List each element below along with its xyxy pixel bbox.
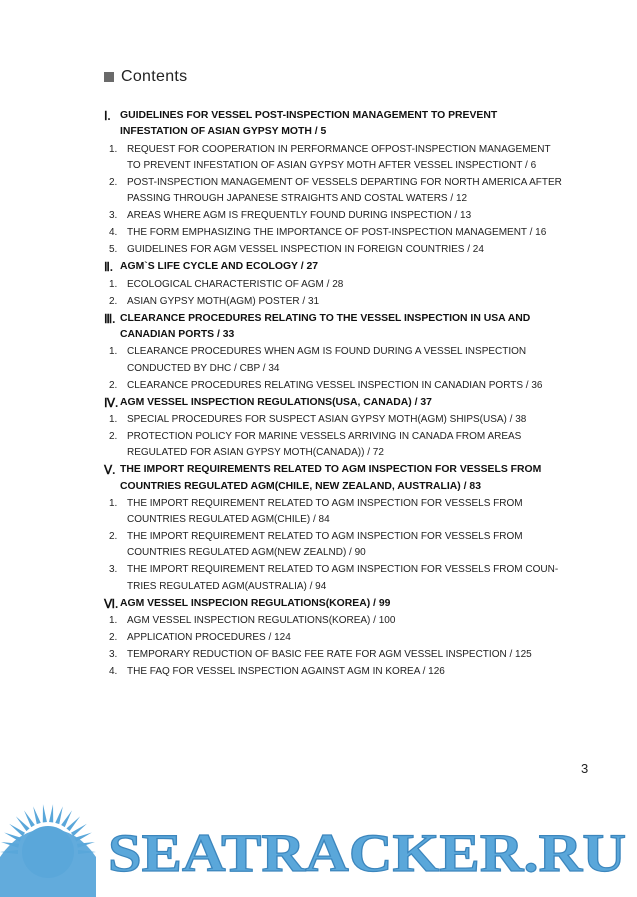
toc-section-title: CLEARANCE PROCEDURES RELATING TO THE VESSEL INSPECTION IN USA AND CANADIAN PORTS / 33 bbox=[120, 312, 531, 341]
toc-section-heading bbox=[104, 395, 566, 411]
toc-item-number: 3. bbox=[109, 564, 118, 576]
toc-item bbox=[104, 344, 566, 376]
toc-item-number: 1. bbox=[109, 615, 118, 627]
toc-item-text: THE FAQ FOR VESSEL INSPECTION AGAINST AGM IN KOREA / 126 bbox=[127, 666, 445, 678]
toc-item-text: REQUEST FOR COOPERATION IN PERFORMANCE OFPOST-INSPECTION MANAGEMENT TO PREVENT INFESTATION OF ASIAN GYPSY MOTH AFTER VESSEL INSPECTIONT / 6 bbox=[127, 143, 551, 172]
toc-section bbox=[104, 259, 566, 310]
toc-section-number: Ⅳ. bbox=[104, 395, 119, 410]
toc-item-number: 1. bbox=[109, 143, 118, 155]
toc-item-text: CLEARANCE PROCEDURES RELATING VESSEL INSPECTION IN CANADIAN PORTS / 36 bbox=[127, 379, 543, 391]
toc-item-number: 2. bbox=[109, 431, 118, 443]
toc-item-text: APPLICATION PROCEDURES / 124 bbox=[127, 632, 291, 644]
toc-item-number: 3. bbox=[109, 210, 118, 222]
toc-item-text: TEMPORARY REDUCTION OF BASIC FEE RATE FOR AGM VESSEL INSPECTION / 125 bbox=[127, 649, 532, 661]
sun-ray bbox=[49, 804, 53, 822]
toc-item-text: ASIAN GYPSY MOTH(AGM) POSTER / 31 bbox=[127, 295, 320, 307]
toc-item-list bbox=[104, 496, 566, 595]
table-of-contents bbox=[104, 108, 566, 681]
toc-item bbox=[104, 208, 566, 224]
toc-item-text: POST-INSPECTION MANAGEMENT OF VESSELS DEPARTING FOR NORTH AMERICA AFTER PASSING THROUGH JAPANESE STRAIGHTS AND COSTAL WATERS / 12 bbox=[127, 177, 562, 205]
toc-item-number: 2. bbox=[109, 295, 118, 307]
toc-item-text: PROTECTION POLICY FOR MARINE VESSELS ARRIVING IN CANADA FROM AREAS REGULATED FOR ASIAN GYPSY MOTH(CANADA)) / 72 bbox=[127, 431, 522, 459]
square-bullet-icon bbox=[104, 72, 114, 82]
toc-item bbox=[104, 647, 566, 663]
toc-section bbox=[104, 108, 566, 258]
toc-item-text: THE FORM EMPHASIZING THE IMPORTANCE OF POST-INSPECTION MANAGEMENT / 16 bbox=[127, 227, 547, 239]
toc-item bbox=[104, 242, 566, 258]
toc-item-number: 1. bbox=[109, 346, 118, 358]
sun-ray bbox=[33, 806, 41, 824]
toc-section-heading bbox=[104, 259, 566, 275]
toc-item bbox=[104, 378, 566, 394]
seatracker-watermark bbox=[0, 800, 637, 897]
toc-section-number: Ⅲ. bbox=[104, 311, 116, 326]
contents-header bbox=[104, 68, 187, 86]
toc-item bbox=[104, 496, 566, 528]
toc-section-heading bbox=[104, 462, 566, 495]
sun-ray bbox=[61, 810, 72, 827]
toc-item bbox=[104, 175, 566, 207]
page-title: Contents bbox=[121, 68, 188, 85]
toc-item-number: 1. bbox=[109, 498, 118, 510]
toc-item bbox=[104, 429, 566, 461]
toc-item-number: 2. bbox=[109, 177, 118, 189]
toc-section bbox=[104, 311, 566, 394]
toc-section-title: GUIDELINES FOR VESSEL POST-INSPECTION MANAGEMENT TO PREVENT INFESTATION OF ASIAN GYPSY MOTH / 5 bbox=[120, 110, 498, 138]
toc-section-title: AGM VESSEL INSPECTION REGULATIONS(USA, CANADA) / 37 bbox=[120, 396, 432, 408]
toc-item bbox=[104, 412, 566, 428]
toc-item-number: 1. bbox=[109, 278, 118, 290]
toc-section-heading bbox=[104, 311, 566, 344]
toc-item bbox=[104, 562, 566, 594]
toc-item-number: 1. bbox=[109, 414, 118, 426]
toc-item-list bbox=[104, 277, 566, 310]
toc-section bbox=[104, 395, 566, 462]
toc-item-list bbox=[104, 412, 566, 461]
toc-section-heading bbox=[104, 108, 566, 141]
toc-item bbox=[104, 664, 566, 680]
toc-item-number: 2. bbox=[109, 531, 118, 543]
toc-section-number: Ⅵ. bbox=[104, 596, 119, 611]
toc-item-text: AGM VESSEL INSPECTION REGULATIONS(KOREA) / 100 bbox=[127, 615, 396, 627]
toc-item bbox=[104, 630, 566, 646]
toc-item-number: 2. bbox=[109, 632, 118, 644]
toc-section-title: AGM VESSEL INSPECION REGULATIONS(KOREA) / 99 bbox=[120, 597, 391, 609]
sun-ray bbox=[43, 804, 47, 822]
toc-item-text: THE IMPORT REQUIREMENT RELATED TO AGM INSPECTION FOR VESSELS FROM COUNTRIES REGULATED AGM(NEW ZEALND) / 90 bbox=[127, 531, 523, 559]
toc-section-title: AGM`S LIFE CYCLE AND ECOLOGY / 27 bbox=[120, 261, 319, 273]
toc-item-list bbox=[104, 142, 566, 259]
toc-item-text: ECOLOGICAL CHARACTERISTIC OF AGM / 28 bbox=[127, 278, 344, 290]
toc-section bbox=[104, 462, 566, 595]
watermark-text: SEATRACKER.RU bbox=[108, 823, 626, 883]
toc-item-number: 2. bbox=[109, 379, 118, 391]
sun-ray bbox=[55, 806, 63, 824]
toc-item-list bbox=[104, 613, 566, 680]
toc-item bbox=[104, 294, 566, 310]
toc-item-number: 5. bbox=[109, 244, 118, 256]
sun-logo-icon bbox=[0, 804, 96, 897]
toc-section bbox=[104, 596, 566, 681]
toc-item-text: SPECIAL PROCEDURES FOR SUSPECT ASIAN GYPSY MOTH(AGM) SHIPS(USA) / 38 bbox=[127, 414, 527, 426]
toc-section-heading bbox=[104, 596, 566, 612]
toc-item bbox=[104, 225, 566, 241]
toc-item-text: THE IMPORT REQUIREMENT RELATED TO AGM INSPECTION FOR VESSELS FROM COUNTRIES REGULATED AGM(CHILE) / 84 bbox=[127, 498, 523, 526]
toc-section-title: THE IMPORT REQUIREMENTS RELATED TO AGM INSPECTION FOR VESSELS FROM COUNTRIES REGULATED AGM(CHILE, NEW ZEALAND, AUSTRALIA) / 83 bbox=[120, 464, 542, 492]
toc-item-text: THE IMPORT REQUIREMENT RELATED TO AGM INSPECTION FOR VESSELS FROM COUN-TRIES REGULATED AGM(AUSTRALIA) / 94 bbox=[127, 564, 559, 592]
toc-section-number: Ⅰ. bbox=[104, 109, 111, 123]
toc-item-text: GUIDELINES FOR AGM VESSEL INSPECTION IN FOREIGN COUNTRIES / 24 bbox=[127, 244, 484, 256]
toc-section-number: Ⅴ. bbox=[104, 463, 116, 478]
toc-item bbox=[104, 613, 566, 629]
page-number: 3 bbox=[581, 761, 589, 776]
toc-item-number: 4. bbox=[109, 227, 118, 239]
toc-section-number: Ⅱ. bbox=[104, 260, 113, 275]
toc-item bbox=[104, 142, 566, 174]
toc-item-number: 3. bbox=[109, 649, 118, 661]
toc-item-list bbox=[104, 344, 566, 393]
toc-item bbox=[104, 277, 566, 293]
toc-item-text: AREAS WHERE AGM IS FREQUENTLY FOUND DURING INSPECTION / 13 bbox=[127, 210, 472, 222]
toc-item-number: 4. bbox=[109, 666, 118, 678]
toc-item bbox=[104, 529, 566, 561]
toc-item-text: CLEARANCE PROCEDURES WHEN AGM IS FOUND DURING A VESSEL INSPECTION CONDUCTED BY DHC / CBP / 34 bbox=[127, 346, 527, 374]
sun-ray bbox=[24, 810, 35, 827]
